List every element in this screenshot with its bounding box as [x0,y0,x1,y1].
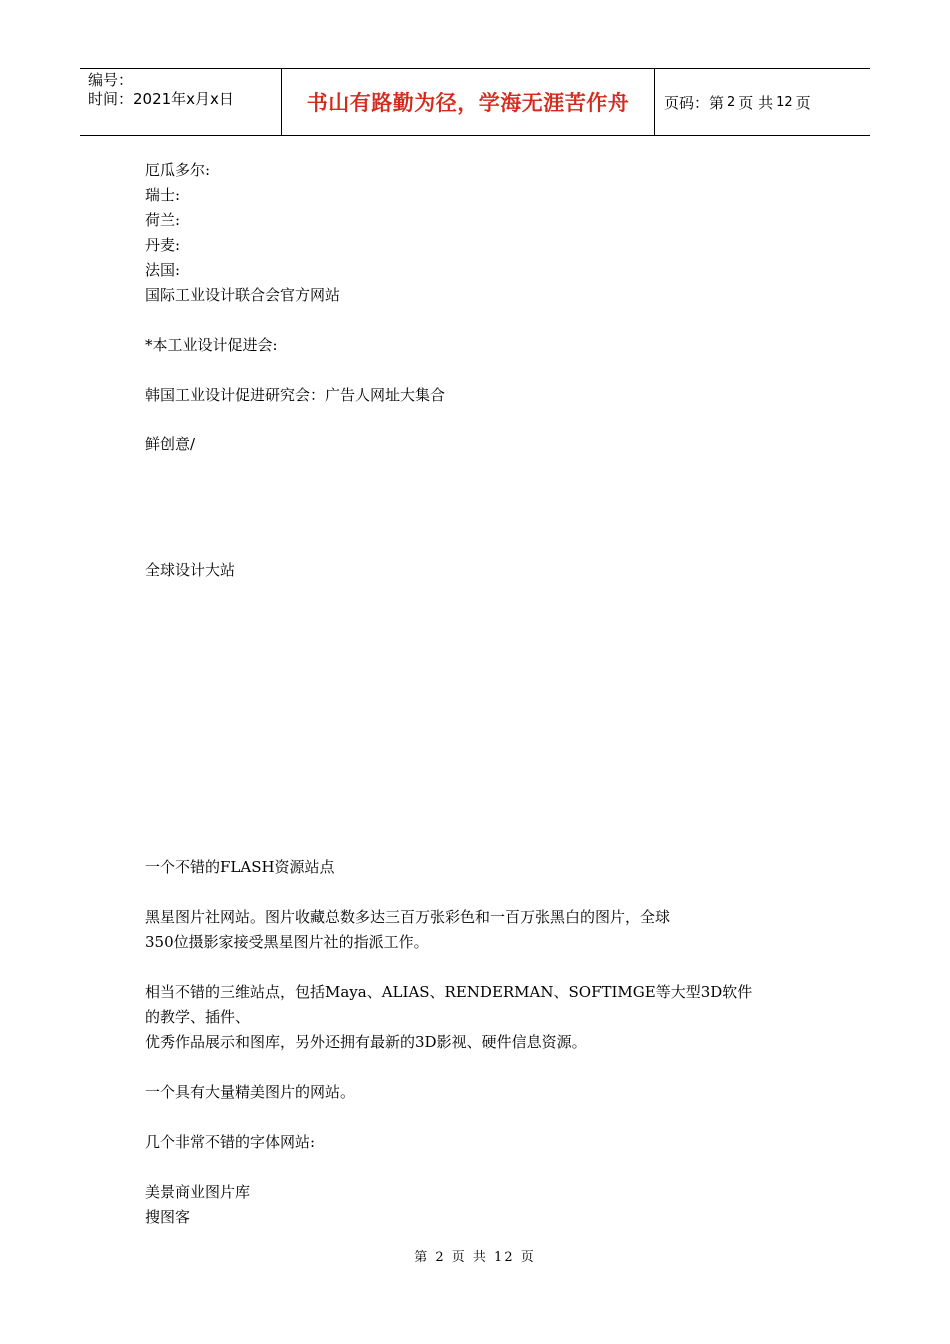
header-meta [88,71,280,109]
body-line: 优秀作品展示和图库，另外还拥有最新的3D影视、硬件信息资源。 [145,1033,587,1051]
body-line: 美景商业图片库 [145,1183,251,1201]
serial-label: 编号： [88,71,134,89]
header-motto: 书山有路勤为径，学海无涯苦作舟 [306,91,630,115]
date-label: 时间：2021年x月x日 [88,90,234,108]
body-line: 荷兰: [145,211,181,229]
body-line: 瑞士: [145,186,181,204]
body-line: 一个具有大量精美图片的网站。 [145,1083,356,1101]
header-page-info [664,69,811,135]
page-header [80,68,870,136]
body-line: 全球设计大站 [145,561,236,579]
body-line: 韩国工业设计促进研究会：广告人网址大集合 [145,386,446,404]
body-line: 法国: [145,261,181,279]
header-divider [654,69,655,135]
body-line: 黑星图片社网站。图片收藏总数多达三百万张彩色和一百万张黑白的图片，全球 [145,908,671,926]
body-line: 相当不错的三维站点，包括Maya、ALIAS、RENDERMAN、SOFTIMGE等大型3D软件 [145,983,753,1001]
page-info-current: 2 [727,94,736,110]
page-info-middle: 页 共 [738,93,774,112]
body-line: 厄瓜多尔: [145,161,211,179]
page-info-prefix: 页码：第 [664,93,725,112]
body-line: 鲜创意/ [145,435,196,453]
body-line: *本工业设计促进会: [145,336,278,354]
page-info-total: 12 [776,94,793,110]
body-line: 搜图客 [145,1208,191,1226]
body-line: 一个不错的FLASH资源站点 [145,858,335,876]
page-info-suffix: 页 [795,93,811,112]
page-footer: 第 2 页 共 12 页 [414,1250,536,1265]
body-line: 丹麦: [145,236,181,254]
body-line: 的教学、插件、 [145,1008,251,1026]
body-line: 350位摄影家接受黑星图片社的指派工作。 [145,933,429,951]
body-line: 几个非常不错的字体网站: [145,1133,316,1151]
body-line: 国际工业设计联合会官方网站 [145,286,341,304]
